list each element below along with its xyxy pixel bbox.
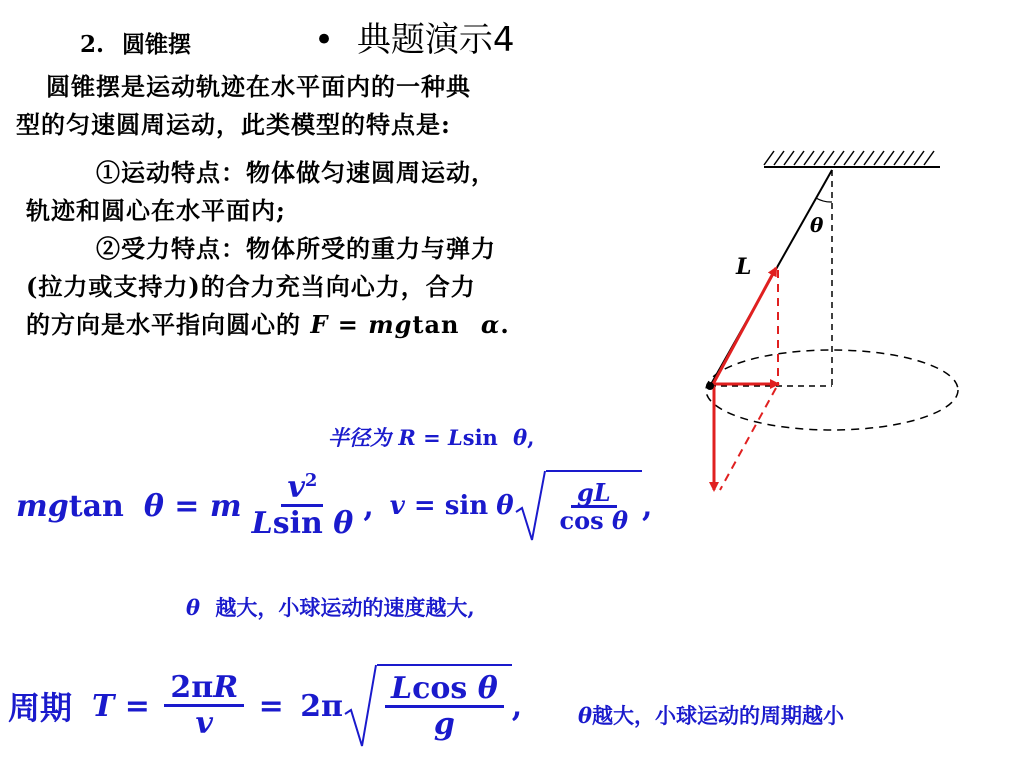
title-text: 典题演示4 — [356, 20, 515, 60]
period-radicand — [377, 664, 512, 748]
eq1-den-theta: θ — [333, 505, 354, 541]
period-label: 周期 — [8, 689, 73, 727]
period-root-den — [428, 708, 461, 741]
pendulum-bob — [706, 382, 714, 390]
period-comma: , — [511, 688, 523, 724]
eq1-tan: tan — [68, 488, 124, 524]
period-numerator — [164, 672, 244, 707]
eq1-numerator — [281, 472, 323, 507]
point2-line3-text: 的方向是水平指向圆心的 — [26, 310, 301, 339]
formula-end: . — [500, 310, 510, 339]
section-heading-text: 圆锥摆 — [122, 31, 192, 58]
conclusion2-theta: θ — [578, 703, 593, 728]
radius-formula — [328, 422, 534, 452]
eq1-den-sin: sin — [272, 505, 323, 541]
body-text — [16, 68, 646, 344]
period-root-num — [385, 673, 504, 708]
conical-pendulum-diagram — [690, 140, 970, 510]
formula-alpha: α — [480, 310, 501, 339]
eq1-root-fraction — [554, 477, 635, 535]
period-root-theta: θ — [477, 671, 498, 707]
eq1-root-g: g — [576, 477, 594, 507]
eq1-theta2: θ — [496, 491, 514, 521]
eq1-sqrt — [514, 470, 643, 542]
period-R: R — [213, 670, 239, 706]
point2-line3 — [16, 306, 646, 344]
eq1-radicand — [546, 470, 643, 542]
title-bullet: • — [314, 20, 335, 60]
formula-F: F — [310, 310, 329, 339]
eq1-root-num — [571, 477, 617, 508]
slide-title — [314, 12, 515, 61]
eq1-sin: sin — [444, 491, 489, 521]
conclusion-period — [578, 700, 844, 730]
formula-mg: mg — [368, 310, 413, 339]
section-number: 2. — [80, 31, 105, 58]
section-heading — [80, 26, 191, 59]
period-2pi: 2π — [170, 670, 214, 706]
eq1-root-theta: θ — [612, 505, 629, 535]
conclusion1-theta: θ — [186, 595, 201, 620]
conclusion2-text: 越大，小球运动的周期越小 — [592, 703, 845, 728]
period-fraction — [164, 672, 244, 740]
radius-prefix: 半径为 — [328, 425, 391, 450]
radius-eq: = — [415, 425, 448, 450]
eq1-m: m — [209, 488, 242, 524]
point1-line2: 轨迹和圆心在水平面内; — [26, 196, 286, 225]
period-root-g: g — [433, 706, 455, 742]
period-denominator — [190, 707, 219, 740]
period-equation — [8, 664, 522, 748]
eq1-mg: mg — [16, 488, 69, 524]
eq1-eq2: = — [404, 491, 445, 521]
conclusion1-text: 越大，小球运动的速度越大, — [215, 595, 475, 620]
eq1-theta: θ — [143, 488, 164, 524]
eq1-denominator — [246, 507, 360, 540]
formula-tan: tan — [412, 310, 460, 339]
period-coef: 2π — [300, 688, 344, 724]
eq1-fraction — [246, 472, 360, 540]
radius-sin: sin — [462, 425, 498, 450]
period-eq: = — [114, 688, 161, 724]
radius-end: , — [527, 425, 535, 450]
intro-line2: 型的匀速圆周运动，此类模型的特点是: — [16, 110, 451, 139]
period-root-cos: cos — [412, 671, 468, 707]
sqrt-sign-icon — [343, 664, 377, 748]
eq1-comma2: , — [642, 488, 653, 524]
formula-eq: = — [328, 310, 369, 339]
radius-theta: θ — [513, 425, 528, 450]
eq1-comma: , — [363, 488, 374, 524]
radius-R: R — [398, 425, 416, 450]
eq1-eq: = — [163, 488, 210, 524]
theta-label: θ — [810, 213, 824, 237]
eq1-root-cos: cos — [559, 505, 604, 535]
eq1-num-exp: 2 — [304, 470, 318, 492]
period-root-L: L — [391, 671, 413, 707]
point2-line2: (拉力或支持力)的合力充当向心力，合力 — [26, 272, 476, 301]
length-label: L — [736, 254, 752, 280]
gravity-dashed — [720, 388, 776, 490]
eq1-v: v — [389, 491, 405, 521]
period-sqrt — [343, 664, 512, 748]
eq1-root-L: L — [593, 477, 611, 507]
conclusion-speed — [186, 592, 475, 622]
eq1-num-v: v — [287, 470, 305, 506]
force-equation — [16, 470, 653, 542]
tension-arrow — [712, 268, 776, 386]
ceiling-support — [764, 151, 940, 167]
eq1-den-L: L — [251, 505, 273, 541]
radius-L: L — [447, 425, 463, 450]
point1-line1: ①运动特点：物体做匀速圆周运动， — [96, 158, 496, 187]
sqrt-sign-icon — [514, 470, 546, 542]
period-eq2: = — [248, 688, 295, 724]
intro-line1: 圆锥摆是运动轨迹在水平面内的一种典 — [46, 72, 471, 101]
eq1-root-den — [554, 505, 635, 535]
angle-arc — [816, 198, 832, 202]
point2-line1: ②受力特点：物体所受的重力与弹力 — [96, 234, 496, 263]
period-root-fraction — [385, 673, 504, 741]
period-v: v — [195, 705, 213, 741]
period-T: T — [92, 688, 115, 724]
